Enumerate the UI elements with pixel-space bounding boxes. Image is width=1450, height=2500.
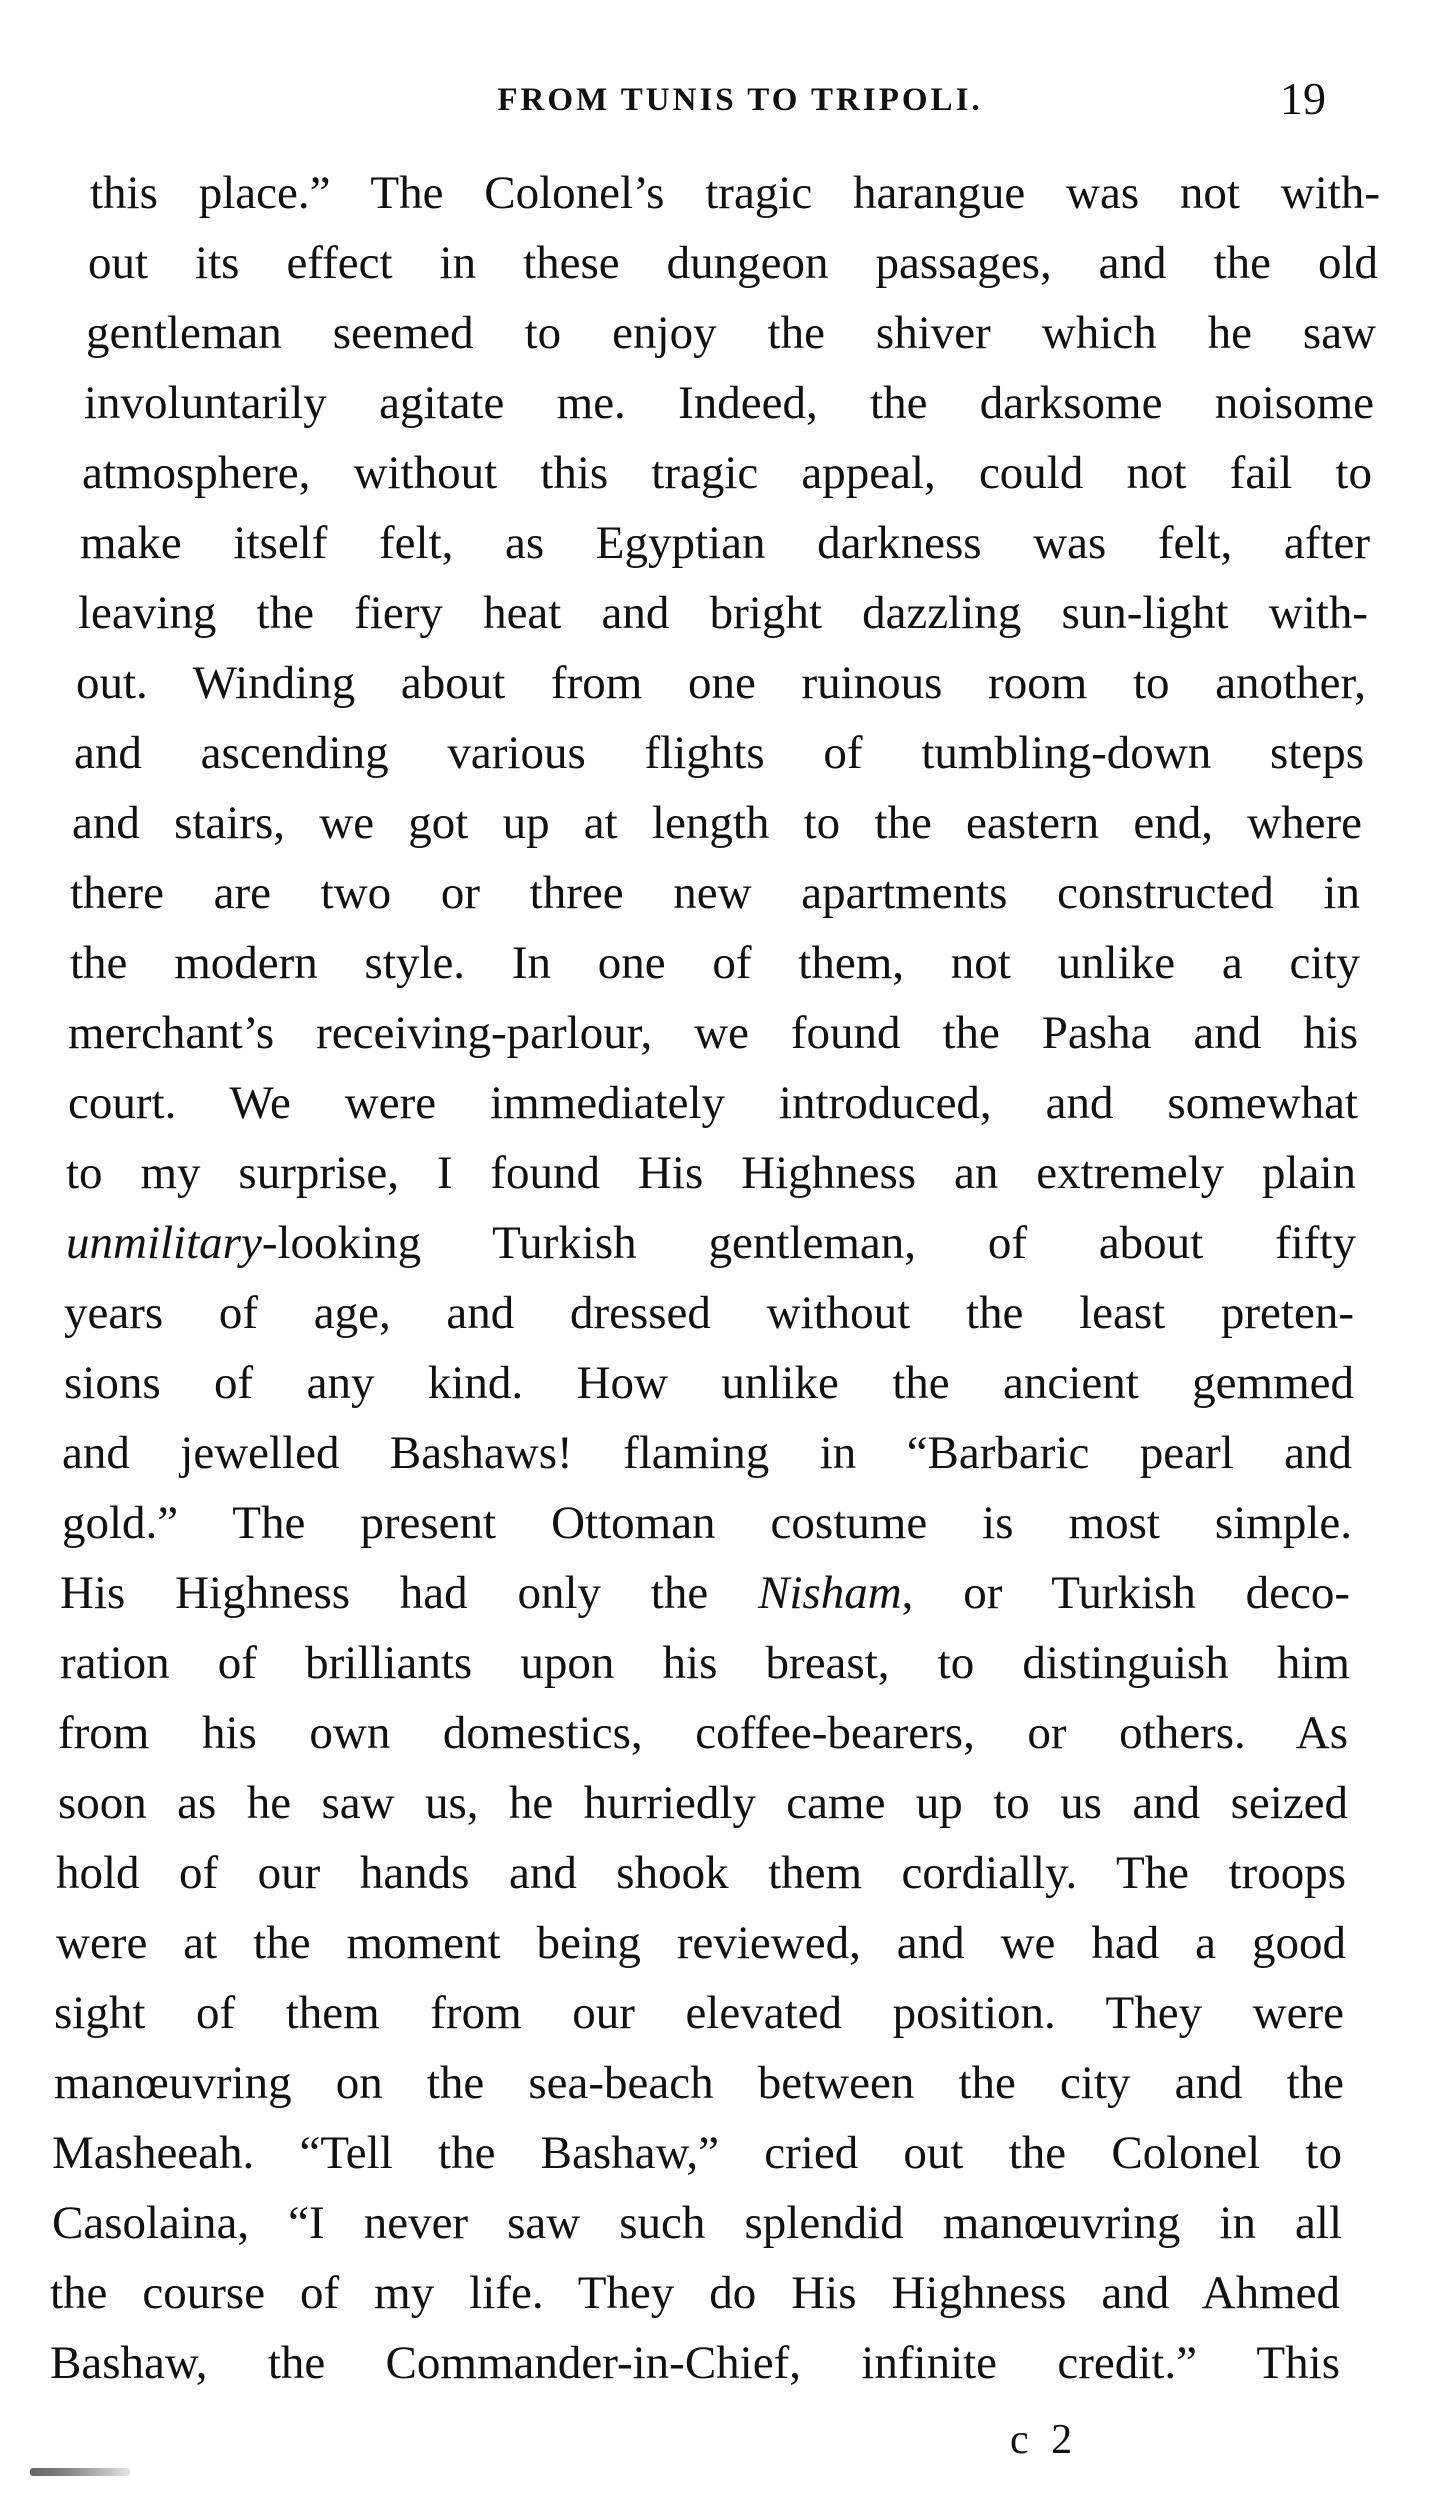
text-line: court. We were immediately introduced, and somewhat [68,1077,1358,1129]
text-line: from his own domestics, coffee-bearers, or others. As [58,1707,1348,1759]
text-line: sight of them from our elevated position. They were [54,1987,1344,2039]
text-line: atmosphere, without this tragic appeal, could not fail to [82,447,1372,499]
italic-word-unmilitary: unmilitary- [66,1217,278,1269]
text-line: and stairs, we got up at length to the eastern end, where [72,797,1362,849]
text-line: the modern style. In one of them, not unlike a city [70,937,1360,989]
text-line [60,1558,1350,1628]
text-line: out. Winding about from one ruinous room to another, [76,657,1366,709]
page-header [0,70,1450,130]
text-line: manœuvring on the sea-beach between the city and the [54,2057,1344,2109]
text-line: the course of my life. They do His Highness and Ahmed [50,2267,1340,2319]
text-run: , or Turkish deco- [901,1567,1350,1619]
text-line: there are two or three new apartments constructed in [70,867,1360,919]
text-line: merchant’s receiving-parlour, we found the Pasha and his [68,1007,1358,1059]
text-line: Bashaw, the Commander-in-Chief, infinite credit.” This [50,2337,1340,2389]
text-line: hold of our hands and shook them cordially. The troops [56,1847,1346,1899]
text-run: looking Turkish gentleman, of about fifty [277,1217,1356,1269]
signature-mark: c 2 [1010,2417,1079,2463]
text-line: and ascending various flights of tumbling-down steps [74,727,1364,779]
text-line: gentleman seemed to enjoy the shiver which he saw [86,307,1376,359]
text-line: and jewelled Bashaws! flaming in “Barbaric pearl and [62,1427,1352,1479]
text-line: Casolaina, “I never saw such splendid manœuvring in all [52,2197,1342,2249]
text-line: gold.” The present Ottoman costume is most simple. [62,1497,1352,1549]
page-number: 19 [1280,73,1326,124]
text-line: sions of any kind. How unlike the ancient gemmed [64,1357,1354,1409]
text-line [66,1208,1356,1278]
text-line: out its effect in these dungeon passages, and the old [88,237,1378,289]
running-head: FROM TUNIS TO TRIPOLI. [497,82,983,118]
ink-smudge [30,2468,130,2476]
text-line: leaving the fiery heat and bright dazzling sun-light with- [78,587,1368,639]
text-line: were at the moment being reviewed, and we had a good [56,1917,1346,1969]
text-line: involuntarily agitate me. Indeed, the darksome noisome [84,377,1374,429]
text-line: soon as he saw us, he hurriedly came up to us and seized [58,1777,1348,1829]
text-line: years of age, and dressed without the least preten- [64,1287,1354,1339]
italic-word-nisham: Nisham [758,1567,902,1619]
text-line: to my surprise, I found His Highness an extremely plain [66,1147,1356,1199]
text-line: this place.” The Colonel’s tragic harangue was not with- [90,167,1380,219]
text-line: ration of brilliants upon his breast, to distinguish him [60,1637,1350,1689]
text-line: make itself felt, as Egyptian darkness was felt, after [80,517,1370,569]
text-run: His Highness had only the [60,1567,709,1619]
text-line: Masheeah. “Tell the Bashaw,” cried out the Colonel to [52,2127,1342,2179]
